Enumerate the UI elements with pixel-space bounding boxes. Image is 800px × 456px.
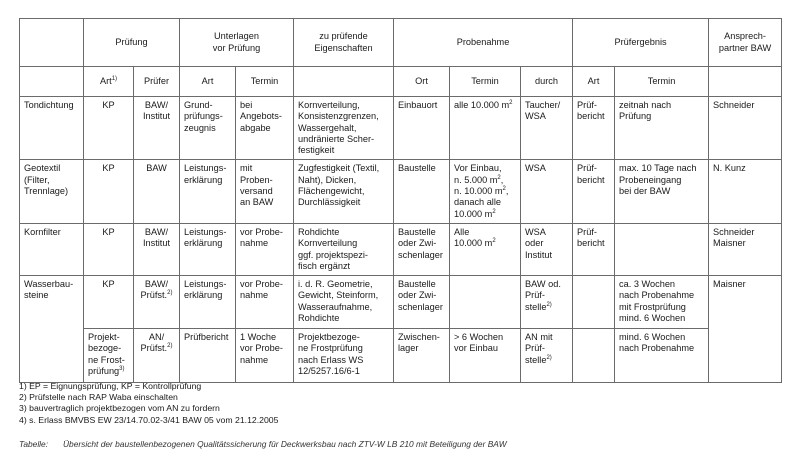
header-empty-cell <box>20 19 84 67</box>
table-row <box>20 223 782 275</box>
footnote: 4) s. Erlass BMVBS EW 23/14.70.02-3/41 BAW 05 vom 21.12.2005 <box>19 414 279 425</box>
row-unterlagen-art: Grund- prüfungs- zeugnis <box>180 97 236 160</box>
header-probenahme: Probenahme <box>394 19 573 67</box>
row-pruefer: BAW/ Institut <box>134 223 180 275</box>
row-pruefer: BAW/ Institut <box>134 97 180 160</box>
row-partner: Schneider <box>709 97 782 160</box>
row-termin-text: n. 5.000 m <box>454 174 498 185</box>
row-ergebnis-art: Prüf- bericht <box>573 223 615 275</box>
superscript: 2 <box>502 186 506 193</box>
header-pruefergebnis: Prüfergebnis <box>573 19 709 67</box>
row-partner: Maisner <box>709 276 782 383</box>
superscript: 2 <box>509 99 513 106</box>
row-name: Tondichtung <box>20 97 84 160</box>
row-pruefer-text: BAW/ Prüfst. <box>140 279 169 301</box>
superscript: 2 <box>492 238 496 245</box>
row-art: KP <box>84 97 134 160</box>
row-termin-text: n. 10.000 m <box>454 186 503 197</box>
footnote: 1) EP = Eignungsprüfung, KP = Kontrollprüfung <box>19 381 202 391</box>
row-ergebnis-termin: zeitnah nach Prüfung <box>615 97 709 160</box>
row-termin <box>450 97 521 160</box>
row-ergebnis-termin <box>615 223 709 275</box>
row-termin <box>450 276 521 329</box>
header-pruefung: Prüfung <box>84 19 180 67</box>
header-eigenschaften: zu prüfende Eigenschaften <box>294 19 394 67</box>
header-unterlagen: Unterlagen vor Prüfung <box>180 19 294 67</box>
row-termin-text: alle 10.000 m <box>454 100 510 110</box>
row-termin-text: Alle 10.000 m <box>454 226 493 249</box>
row-ergebnis-art: Prüf- bericht <box>573 160 615 223</box>
table-row <box>20 329 782 383</box>
row-eigenschaften: Kornverteilung, Konsistenzgrenzen, Wassergehalt, undränierte Scher- festigkeit <box>294 97 394 160</box>
superscript: 2 <box>497 174 501 181</box>
row-partner: N. Kunz <box>709 160 782 223</box>
row-termin-line: n. 5.000 $m^2$, <box>454 174 504 185</box>
row-art <box>84 329 134 383</box>
table-caption <box>19 439 507 449</box>
row-durch: WSA oder Institut <box>521 223 573 275</box>
subheader-empty-cell <box>20 67 84 97</box>
caption-text: Übersicht der baustellenbezogenen Qualitätssicherung für Deckwerksbau nach ZTV-W LB 210 mit Beteiligung der BAW <box>63 439 507 449</box>
subheader-pruefer: Prüfer <box>134 67 180 97</box>
row-durch-text: AN mit Prüf- stelle <box>525 332 553 365</box>
row-termin-text: danach alle <box>454 197 501 208</box>
row-ergebnis-termin: max. 10 Tage nach Probeneingang bei der BAW <box>615 160 709 223</box>
subheader-art-label: Art <box>99 75 112 86</box>
subheader-unterlagen-art: Art <box>180 67 236 97</box>
row-termin: > 6 Wochen vor Einbau <box>450 329 521 383</box>
footnote-ref: 2) <box>546 354 552 361</box>
header-row-top <box>20 19 782 67</box>
row-eigenschaften: i. d. R. Geometrie, Gewicht, Steinform, Wasseraufnahme, Rohdichte <box>294 276 394 329</box>
row-art: KP <box>84 160 134 223</box>
row-unterlagen-termin: vor Probe- nahme <box>236 223 294 275</box>
superscript: 2 <box>492 208 496 215</box>
row-ergebnis-termin: ca. 3 Wochen nach Probenahme mit Frostprüfung mind. 6 Wochen <box>615 276 709 329</box>
row-ort: Zwischen- lager <box>394 329 450 383</box>
table-row <box>20 97 782 160</box>
subheader-unterlagen-termin: Termin <box>236 67 294 97</box>
row-ort: Baustelle oder Zwi- schenlager <box>394 223 450 275</box>
caption-label: Tabelle: <box>19 439 49 449</box>
row-ort: Baustelle oder Zwi- schenlager <box>394 276 450 329</box>
subheader-art <box>84 67 134 97</box>
row-name: Kornfilter <box>20 223 84 275</box>
row-unterlagen-art: Leistungs- erklärung <box>180 276 236 329</box>
row-name: Wasserbau- steine <box>20 276 84 383</box>
row-durch-text: BAW od. Prüf- stelle <box>525 279 561 312</box>
footnote: 3) bauvertraglich projektbezogen vom AN zu fordern <box>19 403 220 414</box>
subheader-empty-cell <box>294 67 394 97</box>
subheader-probe-ort: Ort <box>394 67 450 97</box>
header-ansprechpartner: Ansprech- partner BAW <box>709 19 782 67</box>
row-art-text: Projekt- bezoge- ne Frost- prüfung <box>88 332 125 377</box>
row-ergebnis-art <box>573 329 615 383</box>
row-durch: WSA <box>521 160 573 223</box>
row-durch <box>521 329 573 383</box>
row-unterlagen-termin: bei Angebots- abgabe <box>236 97 294 160</box>
row-eigenschaften: Rohdichte Kornverteilung ggf. projektspezi- fisch ergänzt <box>294 223 394 275</box>
row-termin-text: 10.000 m <box>454 208 493 219</box>
row-termin <box>450 223 521 275</box>
footnote-ref: 1) <box>111 75 118 82</box>
row-termin <box>450 160 521 223</box>
row-durch: Taucher/ WSA <box>521 97 573 160</box>
row-pruefer-text: AN/ Prüfst. <box>140 332 168 354</box>
row-pruefer <box>134 329 180 383</box>
row-durch <box>521 276 573 329</box>
footnote: 2) Prüfstelle nach RAP Waba einschalten <box>19 392 178 403</box>
row-pruefer <box>134 276 180 329</box>
row-pruefer: BAW <box>134 160 180 223</box>
row-unterlagen-termin: vor Probe- nahme <box>236 276 294 329</box>
row-eigenschaften: Projektbezoge- ne Frostprüfung nach Erlass WS 12/5257.16/6-1 <box>294 329 394 383</box>
footnote-ref: 2) <box>546 301 552 308</box>
table-row <box>20 276 782 329</box>
row-termin-line <box>454 197 516 208</box>
row-termin-line <box>454 209 516 220</box>
subheader-probe-termin: Termin <box>450 67 521 97</box>
row-partner: Schneider Maisner <box>709 223 782 275</box>
table-row <box>20 160 782 223</box>
row-ergebnis-art: Prüf- bericht <box>573 97 615 160</box>
footnote-ref: 2) <box>167 290 173 297</box>
subheader-ergebnis-termin: Termin <box>615 67 709 97</box>
row-ergebnis-art <box>573 276 615 329</box>
header-row-sub <box>20 67 782 97</box>
row-ort: Baustelle <box>394 160 450 223</box>
row-unterlagen-termin: 1 Woche vor Probe- nahme <box>236 329 294 383</box>
footnotes <box>19 381 278 426</box>
row-ort: Einbauort <box>394 97 450 160</box>
row-eigenschaften: Zugfestigkeit (Textil, Naht), Dicken, Flächengewicht, Durchlässigkeit <box>294 160 394 223</box>
row-art: KP <box>84 276 134 329</box>
row-ergebnis-termin: mind. 6 Wochen nach Probenahme <box>615 329 709 383</box>
row-unterlagen-art: Leistungs- erklärung <box>180 223 236 275</box>
footnote-ref: 3) <box>119 365 125 372</box>
row-name: Geotextil (Filter, Trennlage) <box>20 160 84 223</box>
subheader-empty-cell <box>709 67 782 97</box>
row-art: KP <box>84 223 134 275</box>
row-unterlagen-art: Prüfbericht <box>180 329 236 383</box>
row-termin-line <box>454 163 516 174</box>
row-termin-text: Vor Einbau, <box>454 163 502 174</box>
row-unterlagen-art: Leistungs- erklärung <box>180 160 236 223</box>
subheader-probe-durch: durch <box>521 67 573 97</box>
row-termin-line: n. 10.000 $m^2$, <box>454 186 509 197</box>
quality-assurance-table <box>19 18 782 383</box>
row-unterlagen-termin: mit Proben- versand an BAW <box>236 160 294 223</box>
footnote-ref: 2) <box>167 343 173 350</box>
subheader-ergebnis-art: Art <box>573 67 615 97</box>
